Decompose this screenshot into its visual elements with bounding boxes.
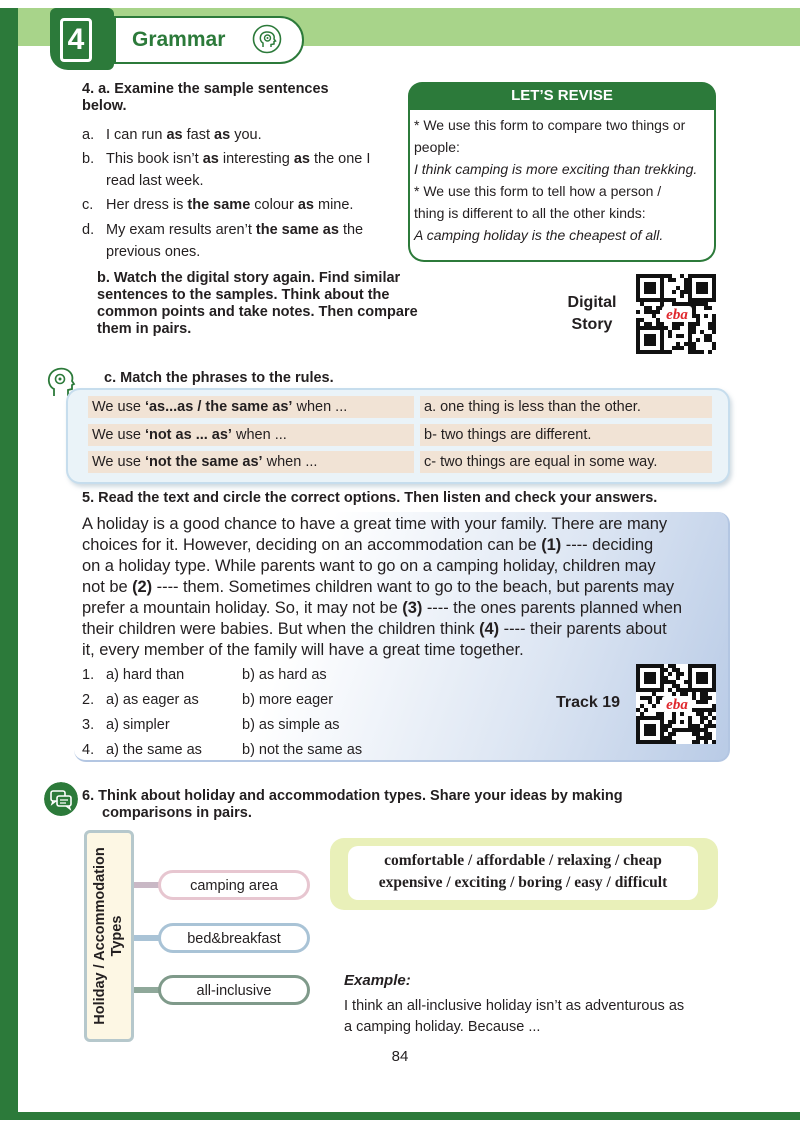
track-label: Track 19 [556,694,621,711]
section-title: Grammar [132,28,226,51]
exercise-4a-title-line1: 4. a. Examine the sample sentences [82,81,329,97]
option-2b[interactable]: b) more eager [242,692,334,708]
option-1b[interactable]: b) as hard as [242,667,327,683]
revise-rule-1-cont: people: [414,139,460,155]
sentence-keyword: as [214,127,231,143]
exercise-6-title [82,788,722,822]
exercise-5-title: 5. Read the text and circle the correct options. Then listen and check your answers. [82,490,658,506]
digital-story-label-line1: Digital [567,294,617,311]
exercise-4b-title [97,270,497,338]
revise-rule-2: * We use this form to tell how a person / [414,183,662,199]
match-rule-b[interactable]: b- two things are different. [420,424,712,446]
sentence-text: the [338,222,364,238]
sentence-text: colour [250,197,298,213]
exercise-4b-line: sentences to the samples. Think about the [97,287,390,303]
match-rule-c[interactable]: c- two things are equal in some way. [420,451,712,473]
blank-number: (1) [541,536,562,554]
reading-line [82,514,722,535]
adjectives-line1: comfortable / affordable / relaxing / cheap [384,852,662,869]
match-phrase-2[interactable] [88,424,414,446]
exercise-4c-title: c. Match the phrases to the rules. [104,370,334,386]
exercise-6-title-line2: comparisons in pairs. [102,805,252,821]
digital-story-label-line2: Story [571,316,613,333]
exercise-4a-title [82,81,402,115]
sentence-keyword: the same [187,197,251,213]
option-2a[interactable]: a) as eager as [106,692,199,708]
reading-segment: ---- deciding [561,536,654,554]
sentence-letter: a. [82,127,95,143]
sentence-letter: c. [82,197,94,213]
sample-sentence-b [82,148,402,192]
blank-number: (2) [132,578,153,596]
match-keyword: ‘not as ... as’ [144,427,232,443]
exercise-4a-title-line2: below. [82,98,127,114]
unit-number: 4 [60,18,92,62]
exercise-4b-line: common points and take notes. Then compare [97,304,418,320]
reading-line [82,619,722,640]
reading-segment: ---- the ones parents planned when [422,599,682,617]
sentence-continuation: read last week. [106,173,204,189]
sentence-text: My exam results aren’t [106,222,256,238]
match-prefix: We use [92,427,145,443]
sentence-text: Her dress is [106,197,188,213]
category-label-line1: Holiday / Accommodation [92,847,108,1025]
reading-segment: ---- them. Sometimes children want to go to the beach, but parents may [152,578,675,596]
option-number: 2. [82,692,95,708]
exercise-4b-line: them in pairs. [97,321,192,337]
category-label [92,847,126,1025]
sample-sentence-a [82,124,402,146]
branch-line [134,935,160,941]
page-number: 84 [391,1048,409,1065]
lets-revise-box [408,110,716,262]
match-keyword: ‘as...as / the same as’ [144,399,293,415]
match-phrase-1[interactable] [88,396,414,418]
sentence-keyword: the same as [255,222,339,238]
sentence-text: mine. [313,197,354,213]
reading-segment: ---- their parents about [499,620,667,638]
reading-line [82,598,722,619]
sentence-text: fast [182,127,215,143]
reading-segment: on a holiday type. While parents want to go on a camping holiday, children may [82,557,656,575]
adjectives-list [348,846,698,900]
option-1a[interactable]: a) hard than [106,667,185,683]
reading-text [82,514,722,661]
reading-segment: it, every member of the family will have a great time together. [82,641,524,659]
match-suffix: when ... [231,427,287,443]
revise-example-2: A camping holiday is the cheapest of all. [414,227,664,243]
sentence-keyword: as [293,151,310,167]
option-4a[interactable]: a) the same as [106,742,202,758]
sentence-letter: d. [82,222,95,238]
match-prefix: We use [92,399,145,415]
match-suffix: when ... [262,454,318,470]
option-number: 1. [82,667,95,683]
sentence-keyword: as [166,127,183,143]
match-prefix: We use [92,454,145,470]
example-title: Example: [344,972,411,989]
reading-line [82,640,722,661]
sample-sentence-d [82,219,402,263]
branch-line [134,882,160,888]
reading-segment: their children were babies. But when the children think [82,620,480,638]
digital-story-label [560,292,624,336]
example-line2: a camping holiday. Because ... [344,1019,541,1035]
sample-sentence-c [82,194,402,216]
sentence-text: the one I [309,151,371,167]
match-keyword: ‘not the same as’ [144,454,263,470]
option-3b[interactable]: b) as simple as [242,717,340,733]
reading-segment: not be [82,578,133,596]
type-camping-area: camping area [158,870,310,900]
reading-line [82,577,722,598]
reading-line [82,556,722,577]
lets-revise-heading: LET’S REVISE [408,82,716,110]
sentence-text: you. [230,127,262,143]
example-text [344,996,724,1038]
qr-code-digital-story[interactable] [636,274,716,354]
option-number: 3. [82,717,95,733]
branch-line [134,987,160,993]
reading-segment: A holiday is a good chance to have a great time with your family. There are many [82,515,668,533]
bottom-border [0,1112,800,1120]
revise-rule-2-cont: thing is different to all the other kinds: [414,205,646,221]
exercise-6-title-line1: 6. Think about holiday and accommodation types. Share your ideas by making [82,788,623,804]
option-4b[interactable]: b) not the same as [242,742,363,758]
qr-watermark: eba [666,697,688,713]
sentence-text: interesting [218,151,294,167]
type-all-inclusive: all-inclusive [158,975,310,1005]
adjectives-line2: expensive / exciting / boring / easy / difficult [378,874,668,891]
sentence-text: This book isn’t [106,151,203,167]
head-gear-icon [252,24,282,54]
match-rule-a[interactable]: a. one thing is less than the other. [420,396,712,418]
revise-rule-1: * We use this form to compare two things or [414,117,686,133]
category-label-line2: Types [109,915,125,957]
qr-watermark: eba [666,307,688,323]
option-3a[interactable]: a) simpler [106,717,170,733]
revise-example-1: I think camping is more exciting than trekking. [414,161,698,177]
speech-bubbles-icon [44,782,78,816]
example-line1: I think an all-inclusive holiday isn’t as adventurous as [344,998,685,1014]
reading-segment: prefer a mountain holiday. So, it may not be [82,599,403,617]
sentence-keyword: as [297,197,314,213]
reading-segment: choices for it. However, deciding on an accommodation can be [82,536,542,554]
sentence-text: I can run [106,127,167,143]
option-number: 4. [82,742,95,758]
qr-code-track[interactable] [636,664,716,744]
type-bed-and-breakfast: bed&breakfast [158,923,310,953]
match-phrase-3[interactable] [88,451,414,473]
blank-number: (4) [479,620,500,638]
sentence-keyword: as [202,151,219,167]
match-suffix: when ... [292,399,348,415]
exercise-4b-line: b. Watch the digital story again. Find similar [97,270,401,286]
reading-line [82,535,722,556]
sentence-letter: b. [82,151,95,167]
blank-number: (3) [402,599,423,617]
sentence-continuation: previous ones. [106,244,201,260]
left-border [0,8,18,1120]
